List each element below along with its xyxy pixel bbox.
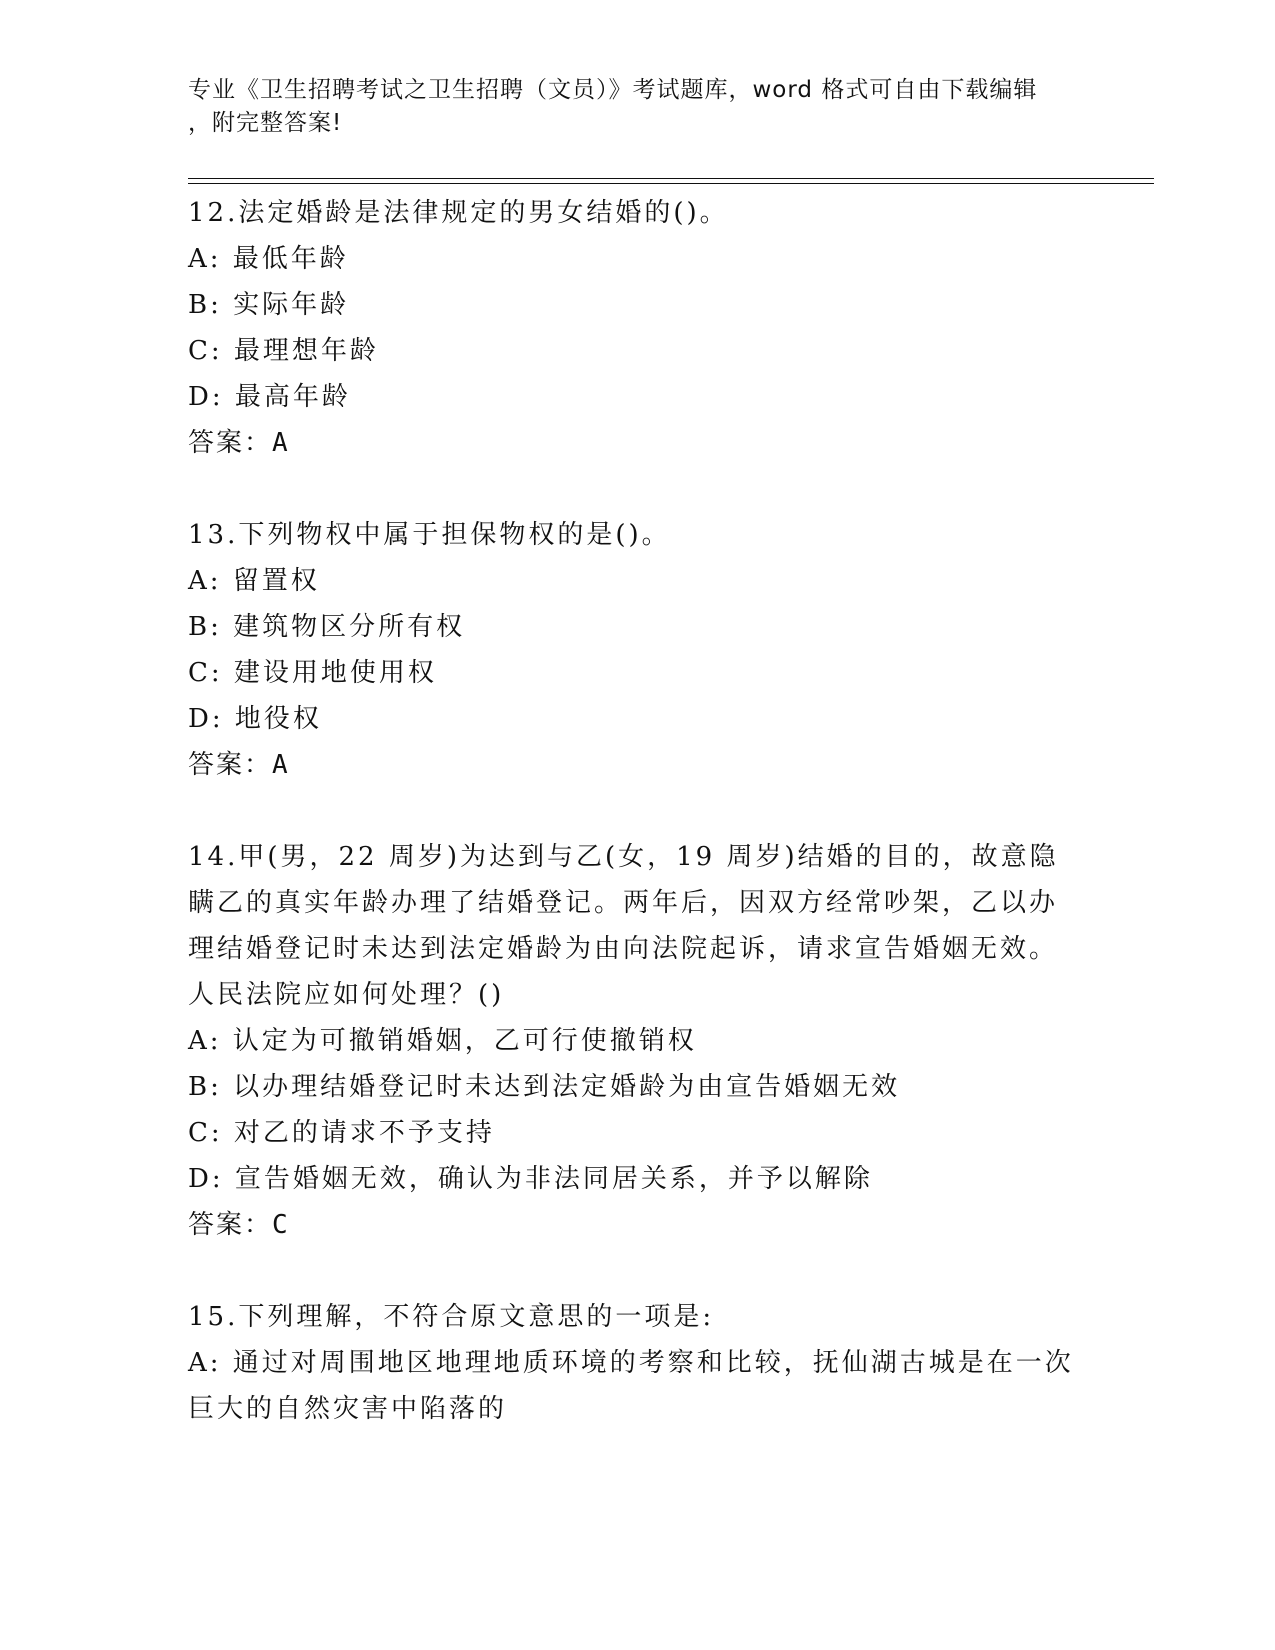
answer-line bbox=[188, 742, 1088, 788]
option-a: A: 认定为可撤销婚姻，乙可行使撤销权 bbox=[188, 1026, 697, 1056]
question-stem: 15.下列理解，不符合原文意思的一项是: bbox=[188, 1302, 715, 1332]
answer-label: 答案： bbox=[188, 428, 273, 458]
question-list bbox=[188, 190, 1088, 1478]
answer-value: A bbox=[272, 750, 290, 780]
option-b: B: 建筑物区分所有权 bbox=[188, 612, 466, 642]
question-stem: 13.下列物权中属于担保物权的是()。 bbox=[188, 520, 671, 550]
option-a: A: 最低年龄 bbox=[188, 244, 349, 274]
option-b: B: 以办理结婚登记时未达到法定婚龄为由宣告婚姻无效 bbox=[188, 1072, 901, 1102]
question-stem: 14.甲(男，22 周岁)为达到与乙(女，19 周岁)结婚的目的，故意隐瞒乙的真实年龄办理了结婚登记。两年后，因双方经常吵架，乙以办理结婚登记时未达到法定婚龄为由向法院起诉，请求宣告婚姻无效。人民法院应如何处理？() bbox=[188, 842, 1059, 1010]
header-line-1: 专业《卫生招聘考试之卫生招聘（文员）》考试题库，word 格式可自由下载编辑 bbox=[188, 77, 1038, 103]
question-stem: 12.法定婚龄是法律规定的男女结婚的()。 bbox=[188, 198, 729, 228]
header-rule-bottom bbox=[188, 183, 1154, 184]
option-c: C: 对乙的请求不予支持 bbox=[188, 1118, 495, 1148]
answer-line bbox=[188, 420, 1088, 466]
document-header bbox=[188, 74, 1068, 140]
option-a: A: 留置权 bbox=[188, 566, 320, 596]
option-d: D: 宣告婚姻无效，确认为非法同居关系，并予以解除 bbox=[188, 1164, 873, 1194]
answer-value: C bbox=[272, 1210, 290, 1240]
answer-line bbox=[188, 1202, 1088, 1248]
question-12 bbox=[188, 190, 1088, 466]
option-c: C: 建设用地使用权 bbox=[188, 658, 437, 688]
option-d: D: 地役权 bbox=[188, 704, 322, 734]
option-a: A: 通过对周围地区地理地质环境的考察和比较，抚仙湖古城是在一次巨大的自然灾害中陷落的 bbox=[188, 1348, 1074, 1424]
option-d: D: 最高年龄 bbox=[188, 382, 351, 412]
question-15 bbox=[188, 1294, 1088, 1432]
question-13 bbox=[188, 512, 1088, 788]
answer-value: A bbox=[272, 428, 290, 458]
question-14 bbox=[188, 834, 1088, 1248]
header-rule-top bbox=[188, 178, 1154, 179]
option-c: C: 最理想年龄 bbox=[188, 336, 379, 366]
header-line-2: ，附完整答案! bbox=[188, 110, 343, 136]
answer-label: 答案： bbox=[188, 750, 273, 780]
answer-label: 答案： bbox=[188, 1210, 273, 1240]
option-b: B: 实际年龄 bbox=[188, 290, 350, 320]
